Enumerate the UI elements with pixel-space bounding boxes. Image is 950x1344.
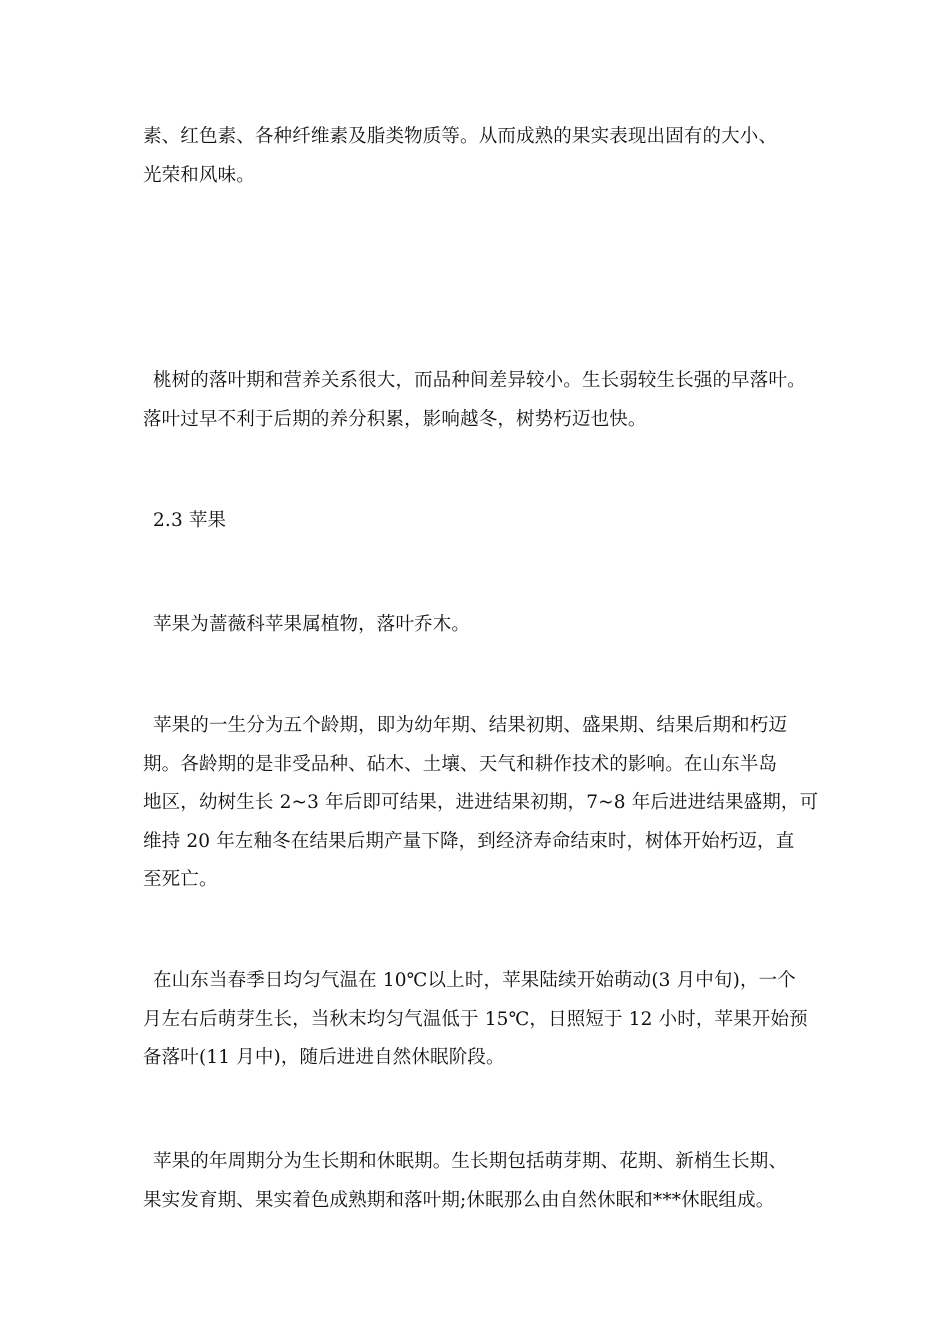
text-line: 地区，幼树生长 2~3 年后即可结果，进进结果初期，7~8 年后进进结果盛期，可 xyxy=(143,792,819,813)
text-line: 月左右后萌芽生长，当秋末均匀气温低于 15℃，日照短于 12 小时，苹果开始预 xyxy=(143,1008,808,1030)
text-line: 苹果为蔷薇科苹果属植物，落叶乔木。 xyxy=(153,614,471,635)
text-line: 期。各龄期的是非受品种、砧木、土壤、天气和耕作技术的影响。在山东半岛 xyxy=(143,753,778,775)
text-line: 果实发育期、果实着色成熟期和落叶期;休眠那么由自然休眠和***休眠组成。 xyxy=(143,1189,775,1211)
paragraph-apple-budding xyxy=(143,962,823,1078)
text-line: 维持 20 年左釉冬在结果后期产量下降，到经济寿命结束时，树体开始朽迈，直 xyxy=(143,830,795,852)
paragraph-fruit-ripening xyxy=(143,118,823,195)
paragraph-apple-annual-cycle xyxy=(143,1143,823,1220)
text-line: 素、红色素、各种纤维素及脂类物质等。从而成熟的果实表现出固有的大小、 xyxy=(143,126,778,147)
section-heading-apple xyxy=(143,502,823,541)
text-line: 桃树的落叶期和营养关系很大，而品种间差异较小。生长弱较生长强的早落叶。 xyxy=(153,370,806,391)
text-line: 备落叶(11 月中)，随后进进自然休眠阶段。 xyxy=(143,1047,505,1068)
text-line: 苹果的一生分为五个龄期，即为幼年期、结果初期、盛果期、结果后期和朽迈 xyxy=(153,715,788,736)
section-heading: 2.3 苹果 xyxy=(153,510,227,531)
paragraph-apple-life-stages xyxy=(143,707,823,900)
text-line: 光荣和风味。 xyxy=(143,164,255,186)
text-line: 落叶过早不利于后期的养分积累，影响越冬，树势朽迈也快。 xyxy=(143,408,647,430)
text-line: 至死亡。 xyxy=(143,869,218,890)
text-line: 苹果的年周期分为生长期和休眠期。生长期包括萌芽期、花期、新梢生长期、 xyxy=(153,1151,788,1172)
paragraph-peach-leaf-fall xyxy=(143,362,823,439)
paragraph-apple-intro xyxy=(143,606,823,645)
text-line: 在山东当春季日均匀气温在 10℃以上时，苹果陆续开始萌动(3 月中旬)，一个 xyxy=(153,970,796,991)
